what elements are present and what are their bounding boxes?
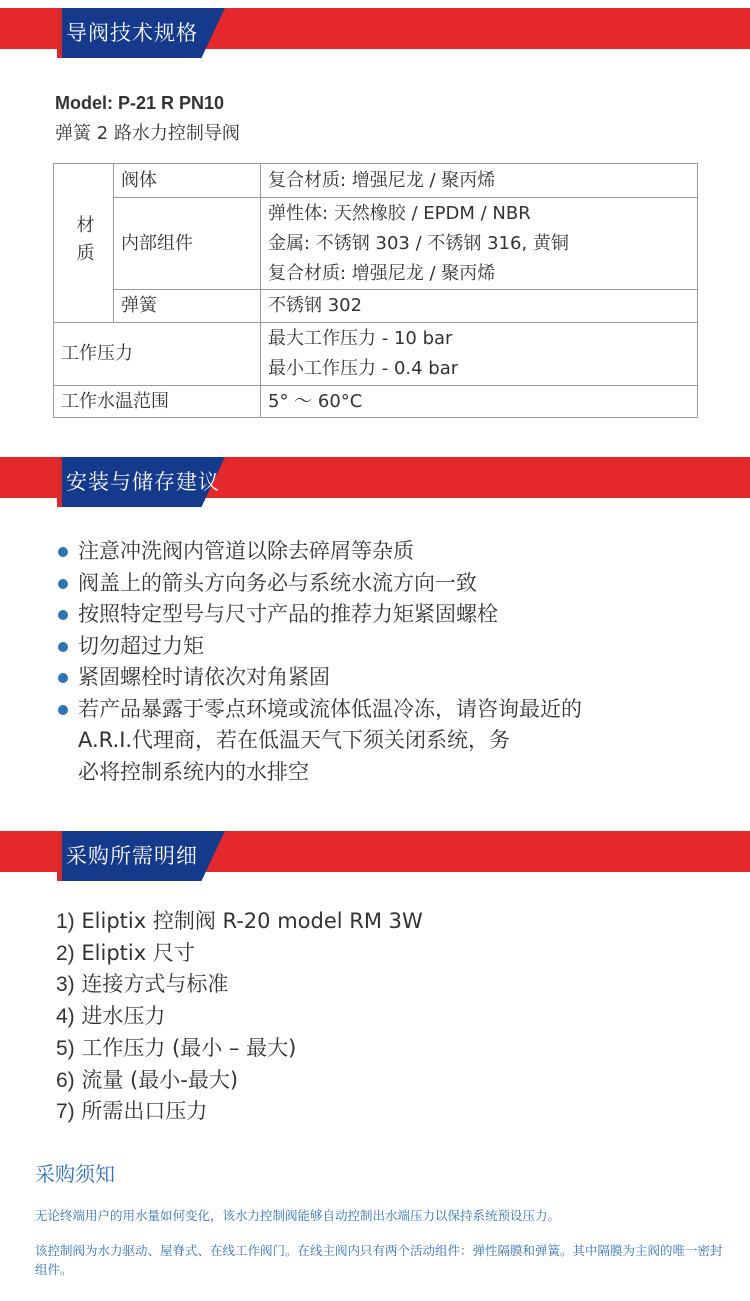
temp-value: 5° ～ 60°C (261, 386, 698, 418)
list-item (56, 1001, 423, 1033)
item-number: 1) (56, 910, 75, 933)
bullet-dot-icon (58, 579, 68, 589)
section-banner-install (0, 457, 750, 507)
notice-paragraph: 该控制阀为水力驱动、屋脊式、在线工作阀门。在线主阀内只有两个活动组件：弹性隔膜和弹簧。其中隔膜为主阀的唯一密封组件。 (35, 1243, 723, 1277)
pressure-value (261, 323, 698, 386)
product-subtitle: 弹簧 2 路水力控制导阀 (55, 123, 240, 144)
list-item-text: 切勿超过力矩 (78, 633, 204, 658)
list-item (56, 631, 716, 663)
internal-line: 复合材质: 增强尼龙 / 聚丙烯 (268, 262, 496, 284)
list-item-text: 若产品暴露于零点环境或流体低温冷冻，请咨询最近的 (78, 696, 582, 721)
temp-label: 工作水温范围 (54, 386, 261, 418)
table-row (54, 386, 698, 418)
item-number: 3) (56, 973, 75, 997)
purchase-list (56, 906, 423, 1128)
bullet-dot-icon (58, 673, 68, 683)
body-label: 阀体 (114, 164, 261, 198)
item-text: 进水压力 (81, 1004, 166, 1029)
list-item (56, 1033, 423, 1065)
list-item (56, 536, 716, 568)
section-title: 采购所需明细 (66, 844, 198, 868)
table-row (54, 198, 698, 290)
list-item (56, 1065, 423, 1097)
section-banner-spec (0, 8, 750, 58)
item-number: 7) (56, 1100, 75, 1124)
bullet-dot-icon (58, 705, 68, 715)
model-number: Model: P-21 R PN10 (55, 93, 225, 113)
bullet-dot-icon (58, 547, 68, 557)
list-item (56, 938, 423, 970)
list-item-text: 必将控制系统内的水排空 (78, 759, 309, 784)
spring-value: 不锈钢 302 (261, 290, 698, 323)
item-text: Eliptix 控制阀 R-20 model RM 3W (81, 909, 423, 933)
item-text: 工作压力 (最小 – 最大) (81, 1035, 297, 1060)
section-banner-purchase (0, 831, 750, 881)
list-item (56, 694, 716, 789)
item-number: 5) (56, 1036, 75, 1060)
section-title: 导阀技术规格 (66, 21, 198, 45)
bullet-dot-icon (58, 642, 68, 652)
item-text: 流量 (最小-最大) (81, 1067, 239, 1092)
pressure-label: 工作压力 (54, 323, 261, 386)
item-number: 6) (56, 1068, 75, 1092)
item-text: 连接方式与标准 (81, 972, 229, 997)
notice-title: 采购须知 (35, 1162, 115, 1186)
internal-line: 金属: 不锈钢 303 / 不锈钢 316, 黄铜 (268, 232, 569, 254)
spec-table (53, 163, 698, 418)
list-item-text: A.R.I.代理商，若在低温天气下须关闭系统，务 (78, 728, 511, 752)
list-item (56, 969, 423, 1001)
list-item (56, 662, 716, 694)
spring-label: 弹簧 (114, 290, 261, 323)
bullet-dot-icon (58, 610, 68, 620)
list-item-text: 紧固螺栓时请依次对角紧固 (78, 665, 330, 689)
pressure-line: 最小工作压力 - 0.4 bar (268, 358, 459, 379)
list-item (56, 906, 423, 938)
pressure-line: 最大工作压力 - 10 bar (268, 328, 453, 349)
table-row (54, 323, 698, 386)
item-text: Eliptix 尺寸 (81, 940, 195, 965)
section-title: 安装与储存建议 (66, 470, 220, 494)
list-item (56, 599, 716, 631)
list-item (56, 568, 716, 600)
item-number: 4) (56, 1005, 75, 1029)
internal-line: 弹性体: 天然橡胶 / EPDM / NBR (268, 202, 531, 224)
list-item-text: 注意冲洗阀内管道以除去碎屑等杂质 (78, 539, 414, 563)
notice-paragraph: 无论终端用户的用水量如何变化，该水力控制阀能够自动控制出水端压力以保持系统预设压力。 (35, 1208, 561, 1223)
table-row (54, 290, 698, 323)
list-item-text: 阀盖上的箭头方向务必与系统水流方向一致 (78, 570, 477, 595)
item-text: 所需出口压力 (81, 1099, 208, 1124)
body-value: 复合材质: 增强尼龙 / 聚丙烯 (261, 164, 698, 198)
internal-label: 内部组件 (114, 198, 261, 290)
item-number: 2) (56, 941, 75, 965)
material-label: 材质 (54, 164, 114, 323)
internal-value (261, 198, 698, 290)
list-item-text: 按照特定型号与尺寸产品的推荐力矩紧固螺栓 (78, 602, 498, 626)
table-row (54, 164, 698, 198)
install-list (56, 536, 716, 788)
list-item (56, 1096, 423, 1128)
